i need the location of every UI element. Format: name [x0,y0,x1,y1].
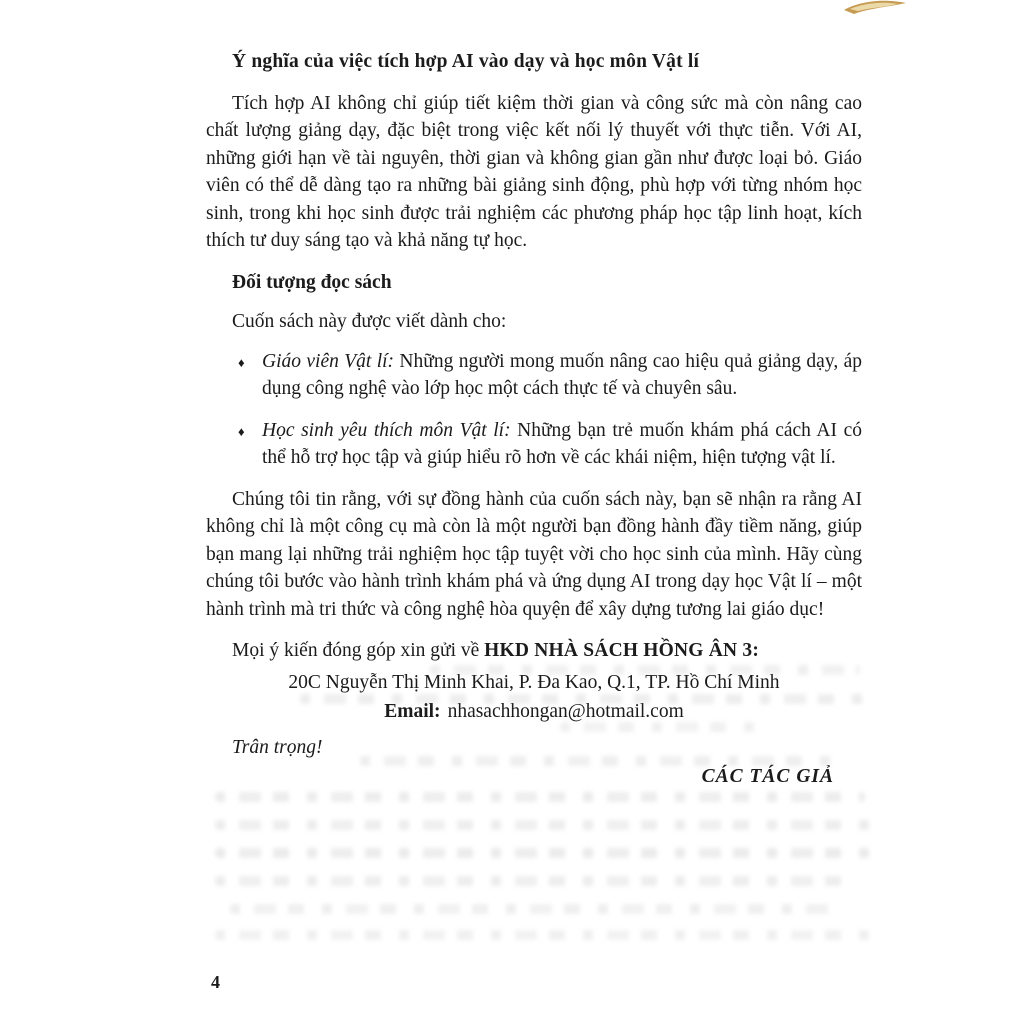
corner-swoosh-icon [842,0,908,18]
section-heading-meaning: Ý nghĩa của việc tích hợp AI vào dạy và học môn Vật lí [232,51,700,72]
feedback-line [206,637,862,665]
email-label: Email: [384,701,441,722]
bullet-item-students [206,417,862,472]
address-line: 20C Nguyễn Thị Minh Khai, P. Đa Kao, Q.1, TP. Hồ Chí Minh [288,671,780,693]
section-heading-audience: Đối tượng đọc sách [232,271,392,293]
diamond-bullet-icon: ♦ [238,354,245,370]
bullet-text: Những bạn trẻ muốn khám phá cách AI có thể hỗ trợ học tập và giúp hiểu rõ hơn về các khái niệm, hiện tượng vật lí. [262,419,862,468]
closing-line: Trân trọng! [232,736,323,758]
bullet-lead: Học sinh yêu thích môn Vật lí: [262,419,511,441]
signature-line: CÁC TÁC GIẢ [701,766,834,787]
feedback-prefix: Mọi ý kiến đóng góp xin gửi về [232,640,485,661]
bullet-text: Những người mong muốn nâng cao hiệu quả giảng dạy, áp dụng công nghệ vào lớp học một cách thực tế và chuyên sâu. [262,350,862,399]
bullet-lead: Giáo viên Vật lí: [262,350,395,372]
paragraph-closing: Chúng tôi tin rằng, với sự đồng hành của cuốn sách này, bạn sẽ nhận ra rằng AI không chỉ là một công cụ mà còn là một người bạn đồng hành đầy tiềm năng, giúp bạn mang lại những trải nghiệm học tập tuyệt vời cho học sinh của mình. Hãy cùng chúng tôi bước vào hành trình khám phá và ứng dụng AI trong dạy học Vật lí – một hành trình mà tri thức và công nghệ hòa quyện để xây dựng tương lai giáo dục! [206,488,862,620]
email-value: nhasachhongan@hotmail.com [447,701,684,722]
page-text-block [206,48,862,791]
page-number: 4 [211,972,220,992]
email-line [206,698,862,726]
audience-bullet-list [206,348,862,472]
diamond-bullet-icon: ♦ [238,423,245,439]
bullet-item-teachers [206,348,862,403]
publisher-name: HKD NHÀ SÁCH HỒNG ÂN 3: [484,640,760,661]
audience-intro: Cuốn sách này được viết dành cho: [232,311,507,332]
paragraph-meaning: Tích hợp AI không chỉ giúp tiết kiệm thời gian và công sức mà còn nâng cao chất lượng giảng dạy, đặc biệt trong việc kết nối lý thuyết với thực tiễn. Với AI, những giới hạn về tài nguyên, thời gian và không gian gần như được loại bỏ. Giáo viên có thể dễ dàng tạo ra những bài giảng sinh động, phù hợp với từng nhóm học sinh, trong khi học sinh được trải nghiệm các phương pháp học tập linh hoạt, kích thích tư duy sáng tạo và khả năng tự học. [206,92,862,251]
